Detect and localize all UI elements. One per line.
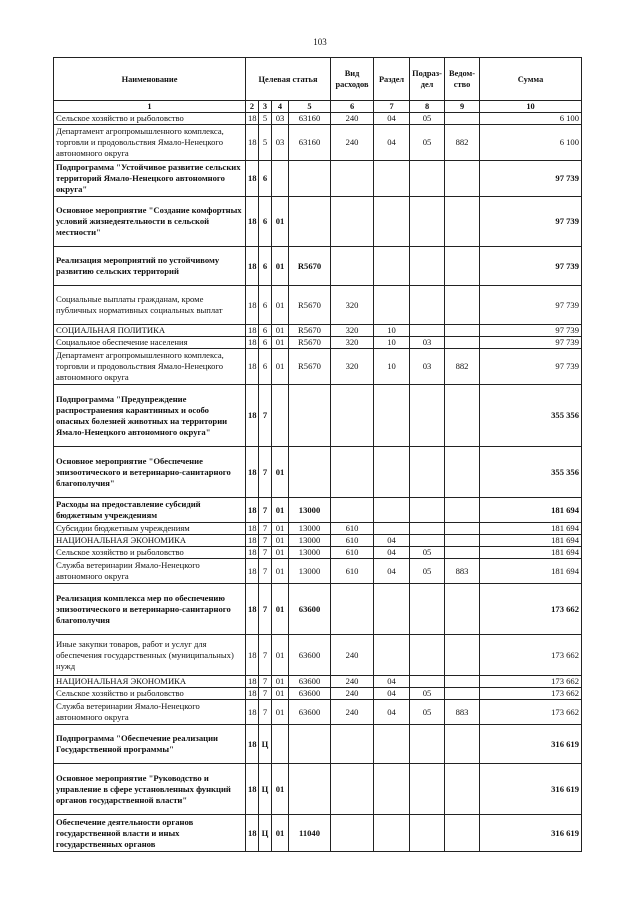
page-number: 103 <box>313 37 327 47</box>
cell-program: 18 <box>246 584 259 635</box>
cell-name: НАЦИОНАЛЬНАЯ ЭКОНОМИКА <box>54 535 246 547</box>
cell-name: Субсидии бюджетным учреждениям <box>54 523 246 535</box>
table-row <box>54 547 582 559</box>
cell-expense-type <box>331 498 374 523</box>
cell-name: Сельское хозяйство и рыболовство <box>54 547 246 559</box>
cell-section: 04 <box>374 113 410 125</box>
cell-department: 882 <box>445 349 480 385</box>
cell-expense-type: 240 <box>331 676 374 688</box>
cell-expense-type: 240 <box>331 635 374 676</box>
cell-event: 01 <box>272 498 289 523</box>
table-row <box>54 700 582 725</box>
cell-section <box>374 286 410 325</box>
header-expense-type: Вид расходов <box>331 58 374 101</box>
cell-program: 18 <box>246 286 259 325</box>
cell-subsection <box>410 385 445 447</box>
cell-program: 18 <box>246 535 259 547</box>
cell-program: 18 <box>246 385 259 447</box>
cell-event: 01 <box>272 700 289 725</box>
cell-department <box>445 325 480 337</box>
table-row <box>54 688 582 700</box>
cell-direction: 13000 <box>289 523 331 535</box>
cell-expense-type: 610 <box>331 535 374 547</box>
cell-name: Основное мероприятие "Обеспечение эпизоотического и ветеринарно-санитарного благополучия" <box>54 447 246 498</box>
cell-department <box>445 815 480 852</box>
cell-event: 01 <box>272 635 289 676</box>
cell-event: 01 <box>272 337 289 349</box>
table-row <box>54 676 582 688</box>
cell-section <box>374 725 410 764</box>
cell-program: 18 <box>246 725 259 764</box>
cell-expense-type <box>331 385 374 447</box>
cell-event: 01 <box>272 349 289 385</box>
cell-event: 01 <box>272 676 289 688</box>
cell-section <box>374 385 410 447</box>
column-index: 5 <box>289 101 331 113</box>
cell-subsection: 05 <box>410 125 445 161</box>
cell-expense-type: 320 <box>331 337 374 349</box>
table-row <box>54 161 582 197</box>
cell-department <box>445 161 480 197</box>
table-row <box>54 337 582 349</box>
cell-subsection <box>410 447 445 498</box>
cell-direction: 63600 <box>289 635 331 676</box>
cell-event: 03 <box>272 113 289 125</box>
cell-sum: 97 739 <box>480 247 582 286</box>
budget-table <box>53 57 582 852</box>
cell-event <box>272 725 289 764</box>
cell-direction: R5670 <box>289 247 331 286</box>
column-index: 10 <box>480 101 582 113</box>
column-index: 6 <box>331 101 374 113</box>
cell-subprogram: Ц <box>259 815 272 852</box>
cell-sum: 6 100 <box>480 125 582 161</box>
cell-name: Социальные выплаты гражданам, кроме публичных нормативных социальных выплат <box>54 286 246 325</box>
table-row <box>54 535 582 547</box>
cell-direction: 63600 <box>289 584 331 635</box>
cell-department <box>445 113 480 125</box>
cell-sum: 181 694 <box>480 559 582 584</box>
cell-expense-type <box>331 447 374 498</box>
cell-subprogram: 7 <box>259 635 272 676</box>
cell-subprogram: 7 <box>259 676 272 688</box>
cell-subprogram: 7 <box>259 523 272 535</box>
cell-program: 18 <box>246 325 259 337</box>
cell-section <box>374 247 410 286</box>
cell-expense-type: 240 <box>331 113 374 125</box>
table-row <box>54 815 582 852</box>
cell-sum: 173 662 <box>480 635 582 676</box>
cell-subprogram: 6 <box>259 337 272 349</box>
cell-subsection <box>410 535 445 547</box>
cell-department <box>445 535 480 547</box>
cell-subsection <box>410 584 445 635</box>
table-row <box>54 286 582 325</box>
cell-subprogram: 6 <box>259 325 272 337</box>
cell-section <box>374 523 410 535</box>
cell-section <box>374 635 410 676</box>
cell-expense-type <box>331 725 374 764</box>
header-row <box>54 58 582 101</box>
header-sum: Сумма <box>480 58 582 101</box>
table-row <box>54 498 582 523</box>
table-row <box>54 635 582 676</box>
cell-section: 10 <box>374 325 410 337</box>
cell-subsection: 05 <box>410 547 445 559</box>
table-row <box>54 385 582 447</box>
cell-subsection <box>410 725 445 764</box>
cell-name: Служба ветеринарии Ямало-Ненецкого автономного округа <box>54 700 246 725</box>
cell-section: 10 <box>374 337 410 349</box>
cell-subsection <box>410 286 445 325</box>
cell-department <box>445 337 480 349</box>
cell-event: 01 <box>272 197 289 247</box>
cell-expense-type: 610 <box>331 547 374 559</box>
cell-sum: 97 739 <box>480 161 582 197</box>
cell-direction: R5670 <box>289 286 331 325</box>
cell-subprogram: 7 <box>259 547 272 559</box>
cell-direction: 13000 <box>289 535 331 547</box>
cell-subprogram: 7 <box>259 535 272 547</box>
cell-subprogram: 6 <box>259 349 272 385</box>
cell-expense-type: 610 <box>331 559 374 584</box>
cell-direction: 63160 <box>289 113 331 125</box>
cell-event: 01 <box>272 535 289 547</box>
cell-program: 18 <box>246 337 259 349</box>
cell-sum: 355 356 <box>480 385 582 447</box>
cell-department: 883 <box>445 559 480 584</box>
cell-expense-type: 320 <box>331 325 374 337</box>
cell-direction: 13000 <box>289 498 331 523</box>
cell-name: Основное мероприятие "Руководство и управление в сфере установленных функций органов государственной власти" <box>54 764 246 815</box>
header-section: Раздел <box>374 58 410 101</box>
cell-event: 01 <box>272 688 289 700</box>
cell-expense-type <box>331 197 374 247</box>
cell-event: 01 <box>272 584 289 635</box>
cell-event: 01 <box>272 547 289 559</box>
cell-sum: 173 662 <box>480 676 582 688</box>
cell-direction: 63160 <box>289 125 331 161</box>
column-index: 8 <box>410 101 445 113</box>
cell-subsection <box>410 498 445 523</box>
cell-name: Департамент агропромышленного комплекса, торговли и продовольствия Ямало-Ненецкого автономного округа <box>54 349 246 385</box>
cell-section <box>374 584 410 635</box>
cell-expense-type: 610 <box>331 523 374 535</box>
cell-name: Иные закупки товаров, работ и услуг для обеспечения государственных (муниципальных) нужд <box>54 635 246 676</box>
table-row <box>54 247 582 286</box>
cell-program: 18 <box>246 197 259 247</box>
cell-name: Департамент агропромышленного комплекса, торговли и продовольствия Ямало-Ненецкого автономного округа <box>54 125 246 161</box>
cell-sum: 181 694 <box>480 523 582 535</box>
cell-name: СОЦИАЛЬНАЯ ПОЛИТИКА <box>54 325 246 337</box>
cell-department <box>445 764 480 815</box>
cell-direction <box>289 725 331 764</box>
table-row <box>54 725 582 764</box>
cell-section <box>374 498 410 523</box>
cell-event: 01 <box>272 559 289 584</box>
cell-direction <box>289 161 331 197</box>
cell-section <box>374 161 410 197</box>
cell-section <box>374 764 410 815</box>
cell-direction <box>289 447 331 498</box>
cell-department <box>445 498 480 523</box>
cell-subsection: 05 <box>410 688 445 700</box>
cell-name: Подпрограмма "Обеспечение реализации Государственной программы" <box>54 725 246 764</box>
cell-sum: 173 662 <box>480 688 582 700</box>
cell-name: Обеспечение деятельности органов государственной власти и иных государственных органов <box>54 815 246 852</box>
table-row <box>54 325 582 337</box>
cell-program: 18 <box>246 764 259 815</box>
cell-program: 18 <box>246 349 259 385</box>
cell-sum: 316 619 <box>480 725 582 764</box>
cell-sum: 97 739 <box>480 349 582 385</box>
cell-sum: 97 739 <box>480 325 582 337</box>
table-row <box>54 113 582 125</box>
cell-subprogram: 6 <box>259 247 272 286</box>
cell-subsection: 05 <box>410 700 445 725</box>
cell-expense-type <box>331 764 374 815</box>
cell-section: 04 <box>374 559 410 584</box>
cell-name: НАЦИОНАЛЬНАЯ ЭКОНОМИКА <box>54 676 246 688</box>
cell-subsection: 03 <box>410 337 445 349</box>
cell-event: 01 <box>272 764 289 815</box>
cell-section: 04 <box>374 688 410 700</box>
cell-program: 18 <box>246 113 259 125</box>
cell-subsection: 05 <box>410 113 445 125</box>
header-subsection: Подраз-дел <box>410 58 445 101</box>
column-index: 4 <box>272 101 289 113</box>
cell-subprogram: 6 <box>259 286 272 325</box>
cell-program: 18 <box>246 161 259 197</box>
cell-name: Основное мероприятие "Создание комфортных условий жизнедеятельности в сельской местности" <box>54 197 246 247</box>
cell-event: 01 <box>272 325 289 337</box>
cell-department <box>445 584 480 635</box>
cell-subsection <box>410 523 445 535</box>
cell-expense-type: 320 <box>331 349 374 385</box>
table-row <box>54 197 582 247</box>
cell-subprogram: 7 <box>259 559 272 584</box>
cell-subprogram: 7 <box>259 688 272 700</box>
cell-event <box>272 161 289 197</box>
cell-program: 18 <box>246 559 259 584</box>
cell-expense-type <box>331 584 374 635</box>
cell-program: 18 <box>246 547 259 559</box>
cell-program: 18 <box>246 815 259 852</box>
cell-subprogram: 5 <box>259 125 272 161</box>
cell-subprogram: 7 <box>259 385 272 447</box>
cell-sum: 173 662 <box>480 700 582 725</box>
cell-name: Сельское хозяйство и рыболовство <box>54 113 246 125</box>
cell-program: 18 <box>246 523 259 535</box>
cell-subsection <box>410 764 445 815</box>
cell-section: 04 <box>374 125 410 161</box>
cell-sum: 6 100 <box>480 113 582 125</box>
cell-department <box>445 523 480 535</box>
cell-expense-type <box>331 815 374 852</box>
cell-program: 18 <box>246 635 259 676</box>
cell-department <box>445 447 480 498</box>
table-row <box>54 764 582 815</box>
cell-event: 01 <box>272 815 289 852</box>
cell-sum: 316 619 <box>480 815 582 852</box>
table-row <box>54 447 582 498</box>
header-department: Ведом-ство <box>445 58 480 101</box>
cell-subprogram: 7 <box>259 447 272 498</box>
cell-section <box>374 197 410 247</box>
cell-sum: 173 662 <box>480 584 582 635</box>
cell-direction: 63600 <box>289 688 331 700</box>
cell-subprogram: Ц <box>259 764 272 815</box>
cell-program: 18 <box>246 125 259 161</box>
cell-expense-type: 240 <box>331 700 374 725</box>
cell-subprogram: Ц <box>259 725 272 764</box>
cell-program: 18 <box>246 700 259 725</box>
cell-subsection <box>410 161 445 197</box>
cell-direction: 13000 <box>289 547 331 559</box>
cell-direction <box>289 764 331 815</box>
cell-subprogram: 7 <box>259 584 272 635</box>
cell-direction: 63600 <box>289 676 331 688</box>
cell-sum: 97 739 <box>480 337 582 349</box>
cell-sum: 181 694 <box>480 498 582 523</box>
column-index: 3 <box>259 101 272 113</box>
cell-direction <box>289 197 331 247</box>
cell-program: 18 <box>246 676 259 688</box>
cell-program: 18 <box>246 247 259 286</box>
cell-department <box>445 247 480 286</box>
cell-program: 18 <box>246 688 259 700</box>
cell-subsection <box>410 815 445 852</box>
cell-subprogram: 5 <box>259 113 272 125</box>
cell-name: Подпрограмма "Предупреждение распространения карантинных и особо опасных болезней животных на территории Ямало-Ненецкого автономного округа" <box>54 385 246 447</box>
cell-event: 01 <box>272 247 289 286</box>
cell-subprogram: 6 <box>259 197 272 247</box>
table-row <box>54 125 582 161</box>
cell-name: Реализация комплекса мер по обеспечению эпизоотического и ветеринарно-санитарного благополучия <box>54 584 246 635</box>
cell-direction: 63600 <box>289 700 331 725</box>
cell-sum: 316 619 <box>480 764 582 815</box>
cell-name: Реализация мероприятий по устойчивому развитию сельских территорий <box>54 247 246 286</box>
cell-subsection <box>410 635 445 676</box>
column-index: 1 <box>54 101 246 113</box>
cell-expense-type <box>331 247 374 286</box>
cell-department <box>445 547 480 559</box>
cell-section: 04 <box>374 547 410 559</box>
cell-program: 18 <box>246 498 259 523</box>
cell-section: 10 <box>374 349 410 385</box>
cell-subprogram: 7 <box>259 700 272 725</box>
cell-sum: 181 694 <box>480 547 582 559</box>
cell-expense-type: 240 <box>331 125 374 161</box>
cell-department <box>445 385 480 447</box>
cell-expense-type: 320 <box>331 286 374 325</box>
column-index: 7 <box>374 101 410 113</box>
cell-section <box>374 447 410 498</box>
cell-subsection <box>410 676 445 688</box>
cell-event: 03 <box>272 125 289 161</box>
column-index: 2 <box>246 101 259 113</box>
cell-subsection: 03 <box>410 349 445 385</box>
table-body <box>54 113 582 852</box>
cell-event <box>272 385 289 447</box>
table-row <box>54 584 582 635</box>
cell-direction: 11040 <box>289 815 331 852</box>
header-target-article: Целевая статья <box>246 58 331 101</box>
cell-section <box>374 815 410 852</box>
table-row <box>54 523 582 535</box>
cell-subprogram: 6 <box>259 161 272 197</box>
cell-department <box>445 725 480 764</box>
cell-subsection <box>410 197 445 247</box>
table-row <box>54 559 582 584</box>
cell-section: 04 <box>374 535 410 547</box>
column-index-row <box>54 101 582 113</box>
cell-subsection: 05 <box>410 559 445 584</box>
cell-subsection <box>410 247 445 286</box>
cell-direction: R5670 <box>289 349 331 385</box>
cell-section: 04 <box>374 676 410 688</box>
cell-event: 01 <box>272 286 289 325</box>
cell-department <box>445 286 480 325</box>
cell-section: 04 <box>374 700 410 725</box>
cell-name: Сельское хозяйство и рыболовство <box>54 688 246 700</box>
cell-subsection <box>410 325 445 337</box>
cell-department: 882 <box>445 125 480 161</box>
cell-sum: 181 694 <box>480 535 582 547</box>
cell-direction: R5670 <box>289 337 331 349</box>
cell-sum: 97 739 <box>480 286 582 325</box>
cell-program: 18 <box>246 447 259 498</box>
cell-department <box>445 676 480 688</box>
cell-expense-type: 240 <box>331 688 374 700</box>
cell-expense-type <box>331 161 374 197</box>
cell-department <box>445 197 480 247</box>
cell-name: Расходы на предоставление субсидий бюджетным учреждениям <box>54 498 246 523</box>
cell-subprogram: 7 <box>259 498 272 523</box>
cell-department: 883 <box>445 700 480 725</box>
cell-direction <box>289 385 331 447</box>
table-row <box>54 349 582 385</box>
cell-direction: 13000 <box>289 559 331 584</box>
cell-name: Социальное обеспечение населения <box>54 337 246 349</box>
cell-name: Служба ветеринарии Ямало-Ненецкого автономного округа <box>54 559 246 584</box>
cell-sum: 355 356 <box>480 447 582 498</box>
header-name: Наименование <box>54 58 246 101</box>
cell-event: 01 <box>272 447 289 498</box>
cell-name: Подпрограмма "Устойчивое развитие сельских территорий Ямало-Ненецкого автономного округа" <box>54 161 246 197</box>
cell-event: 01 <box>272 523 289 535</box>
cell-direction: R5670 <box>289 325 331 337</box>
cell-department <box>445 688 480 700</box>
cell-department <box>445 635 480 676</box>
column-index: 9 <box>445 101 480 113</box>
cell-sum: 97 739 <box>480 197 582 247</box>
